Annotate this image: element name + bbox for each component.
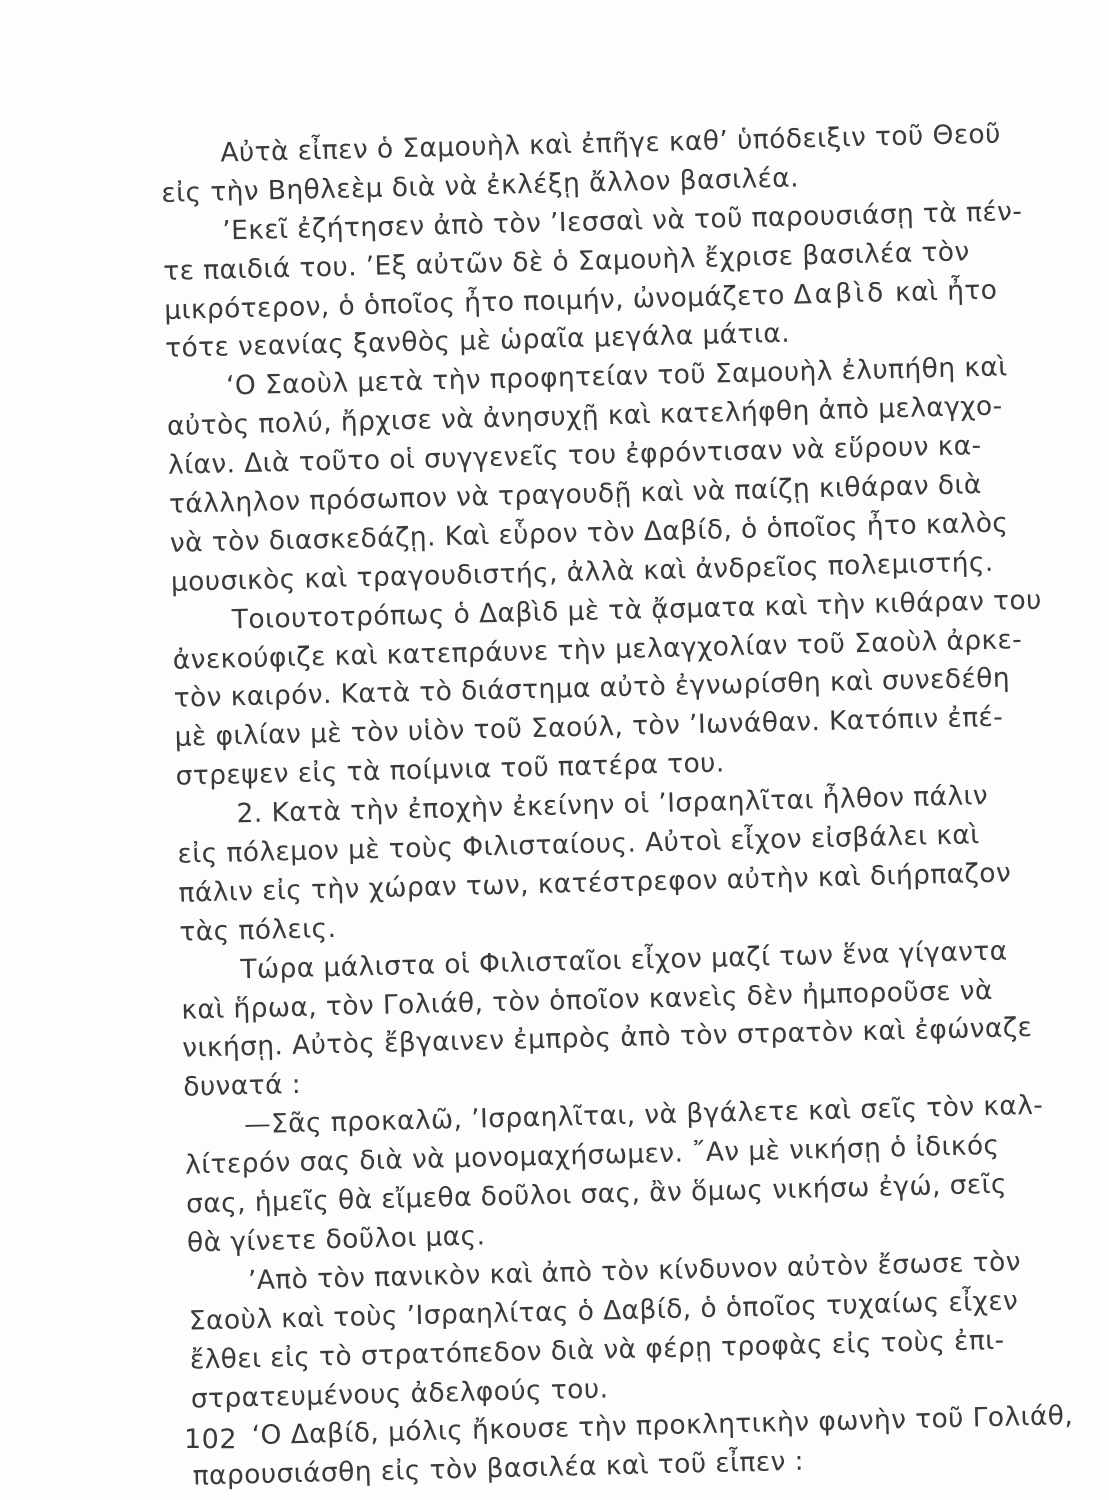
text-line: τὰς πόλεις. (179, 912, 337, 948)
text-line: τε παιδιά του. ’Εξ αὐτῶν δὲ ὁ Σαμουὴλ ἔχρισε βασιλέα τὸν (162, 235, 970, 287)
page-number: 102 (184, 1424, 238, 1455)
text-segment: καὶ ἦτο (894, 274, 998, 308)
text-line: εἰς πόλεμον μὲ τοὺς Φιλισταίους. Αὐτοὶ εἶχον εἰσβάλει καὶ (177, 819, 980, 870)
text-line: τότε νεανίας ξανθὸς μὲ ὡραῖα μεγάλα μάτια. (164, 318, 791, 365)
text-line: ἀνεκούφιζε καὶ κατεπράυνε τὴν μελαγχολίαν τοῦ Σαοὺλ ἀρκε- (172, 623, 1023, 676)
text-line: ’Απὸ τὸν πανικὸν καὶ ἀπὸ τὸν κίνδυνον αὐτὸν ἔσωσε τὸν (247, 1246, 1022, 1297)
text-line: 2. Κατὰ τὴν ἐποχὴν ἐκείνην οἱ ’Ισραηλῖται ἦλθον πάλιν (236, 780, 989, 830)
body-text (160, 115, 1074, 1497)
text-line: νὰ τὸν διασκεδάζῃ. Καὶ εὗρον τὸν Δαβίδ, ὁ ὁποῖος ἦτο καλὸς (169, 507, 1009, 559)
text-line: Τοιουτοτρόπως ὁ Δαβὶδ μὲ τὰ ᾄσματα καὶ τὴν κιθάραν του (231, 584, 1043, 636)
text-line: στρεψεν εἰς τὰ ποίμνια τοῦ πατέρα του. (175, 747, 726, 793)
text-line: Σαοὺλ καὶ τοὺς ’Ισραηλίτας ὁ Δαβίδ, ὁ ὁποῖος τυχαίως εἶχεν (188, 1285, 1019, 1337)
text-line: τάλληλον πρόσωπον νὰ τραγουδῇ καὶ νὰ παίζῃ κιθάραν διὰ (168, 469, 983, 520)
text-line: σας, ἡμεῖς θὰ εἴμεθα δοῦλοι σας, ἂν ὅμως νικήσω ἐγώ, σεῖς (185, 1168, 1008, 1220)
text-line: εἰς τὴν Βηθλεὲμ διὰ νὰ ἐκλέξῃ ἄλλον βασιλέα. (161, 162, 800, 209)
text-line: τὸν καιρόν. Κατὰ τὸ διάστημα αὐτὸ ἐγνωρίσθη καὶ συνεδέθη (173, 662, 1011, 715)
text-line: δυνατά : (182, 1069, 302, 1104)
text-line: μουσικὸς καὶ τραγουδιστής, ἀλλὰ καὶ ἀνδρεῖος πολεμιστής. (170, 546, 995, 598)
emphasized-name: Δαβὶδ (793, 276, 887, 311)
text-line: —Σᾶς προκαλῶ, ’Ισραηλῖται, νὰ βγάλετε καὶ σεῖς τὸν καλ- (243, 1089, 1044, 1141)
text-line: Τώρα μάλιστα οἱ Φιλισταῖοι εἶχον μαζί των ἕνα γίγαντα (240, 935, 1008, 985)
text-line: ‘Ο Δαβίδ, μόλις ἤκουσε τὴν προκλητικὴν φωνὴν τοῦ Γολιάθ, (251, 1400, 1074, 1452)
text-line: πάλιν εἰς τὴν χώραν των, κατέστρεφον αὐτὴν καὶ διήρπαζον (178, 857, 1012, 909)
text-line: ἔλθει εἰς τὸ στρατόπεδον διὰ νὰ φέρῃ τροφὰς εἰς τοὺς ἐπι- (189, 1324, 1005, 1376)
text-line: Αὐτὰ εἶπεν ὁ Σαμουὴλ καὶ ἐπῆγε καθ’ ὑπόδειξιν τοῦ Θεοῦ (220, 118, 1002, 169)
text-line: νικήσῃ. Αὐτὸς ἔβγαινεν ἐμπρὸς ἀπὸ τὸν στρατὸν καὶ ἐφώναζε (181, 1012, 1033, 1065)
text-line: θὰ γίνετε δοῦλοι μας. (186, 1220, 486, 1259)
text-line: αὐτὸς πολύ, ἤρχισε νὰ ἀνησυχῇ καὶ κατελήφθη ἀπὸ μελαγχο- (166, 390, 1003, 443)
text-line: ’Εκεῖ ἐζήτησεν ἀπὸ τὸν ’Ιεσσαὶ νὰ τοῦ παρουσιάσῃ τὰ πέν- (221, 195, 1023, 247)
text-line: παρουσιάσθη εἰς τὸν βασιλέα καὶ τοῦ εἶπεν : (192, 1445, 805, 1492)
text-line: λίτερόν σας διὰ νὰ μονομαχήσωμεν. ῎Αν μὲ νικήσῃ ὁ ἰδικός (184, 1129, 1000, 1181)
text-line: στρατευμένους ἀδελφούς του. (190, 1372, 609, 1415)
text-segment: μικρότερον, ὁ ὁποῖος ἦτο ποιμήν, ὠνομάζετο (163, 279, 786, 326)
text-line: καὶ ἥρωα, τὸν Γολιάθ, τὸν ὁποῖον κανεὶς δὲν ἠμποροῦσε νὰ (180, 974, 994, 1026)
text-line: ‘Ο Σαοὺλ μετὰ τὴν προφητείαν τοῦ Σαμουὴλ ἐλυπήθη καὶ (225, 351, 1008, 402)
text-line: μὲ φιλίαν μὲ τὸν υἱὸν τοῦ Σαούλ, τὸν ’Ιωνάθαν. Κατόπιν ἐπέ- (174, 701, 1004, 754)
text-line: λίαν. Διὰ τοῦτο οἱ συγγενεῖς του ἐφρόντισαν νὰ εὕρουν κα- (167, 430, 982, 482)
